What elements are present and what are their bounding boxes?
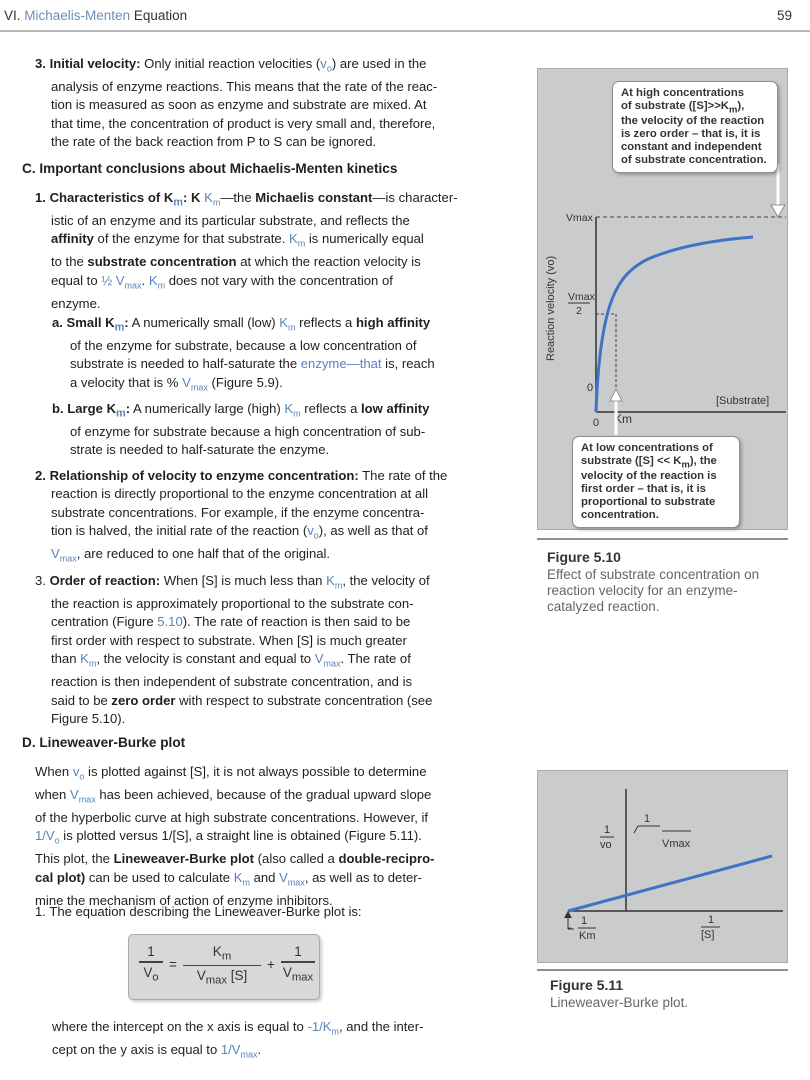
figure-5-10-panel xyxy=(537,68,788,530)
text-line: the reaction is approximately proportional to the substrate con- xyxy=(51,596,414,612)
item-initial-velocity xyxy=(35,55,497,152)
header-chapter-prefix: VI. xyxy=(4,8,21,23)
running-header xyxy=(4,8,187,23)
text-line: that time, the concentration of product is very small and, therefore, xyxy=(51,115,436,131)
figure-5-11-panel xyxy=(537,770,788,963)
text-line: tion is measured as soon as enzyme and substrate are mixed. At xyxy=(51,97,427,113)
item-term: Initial velocity: xyxy=(49,56,141,71)
reciprocal-line xyxy=(568,856,772,911)
header-chapter-suffix: Equation xyxy=(133,8,188,23)
plus-sign: + xyxy=(267,957,275,972)
figure-5-10-rule xyxy=(537,538,788,540)
text-line: mine the mechanism of action of enzyme inhibitors. xyxy=(35,892,333,908)
origin-x-label: 0 xyxy=(593,417,600,429)
half-vmax-num: Vmax xyxy=(568,291,595,303)
text-line: reaction is directly proportional to the enzyme concentration at all xyxy=(51,486,429,502)
x-intercept-sign: - xyxy=(568,922,572,934)
text-line: first order with respect to substrate. When [S] is much greater xyxy=(51,632,407,648)
page-number: 59 xyxy=(776,8,792,23)
slope-num: 1 xyxy=(644,813,651,825)
origin-y-label: 0 xyxy=(587,382,594,394)
text-line: istic of an enzyme and its particular substrate, and reflects the xyxy=(51,213,410,229)
equals-sign: = xyxy=(169,957,177,972)
high-concentration-callout: At high concentrations of substrate $([S]>>K_m)$, the velocity of the reaction is zero order – that is, it is constant and independent of substrate concentration. xyxy=(612,81,778,173)
item-number: 1. xyxy=(35,190,46,205)
x-intercept-den: Km xyxy=(579,930,596,942)
text-line: substrate concentrations. For example, if the enzyme concentra- xyxy=(51,504,425,520)
header-chapter-name: Michaelis-Menten xyxy=(24,8,131,23)
equation-km-term: $K_m$ $V_{max}$ [S] xyxy=(183,944,261,987)
text-line: the rate of the back reaction from P to S can be ignored. xyxy=(51,134,377,150)
text-line: strate is needed to half-saturate the enzyme. xyxy=(70,442,330,458)
y-axis-label: Reaction velocity (vo) xyxy=(545,255,557,361)
item-number: 3. xyxy=(35,56,46,71)
text-line: of the enzyme for substrate, because a low concentration of xyxy=(70,338,417,354)
equation-intro: 1. The equation describing the Lineweaver-Burke plot is: xyxy=(35,904,362,919)
figure-5-11-caption: Lineweaver-Burke plot. xyxy=(550,995,689,1010)
lineweaver-burke-paragraph: When $v_o$ is plotted against [S], it is not always possible to determine when $V_{max}$ has been achieved, because of the gradual upward slope of the hyperbolic curve at high substrate concentrations. However, if $1/V_o$ is plotted versus 1/[S], a straight line is obtained (Figure 5.11). This plot, the Lineweaver-Burke plot (also called a double-recipro- cal plot) can be used to calculate $K_m$ and $V_{max}$, as well as to deter- mine the mechanism of action of enzyme inhibitors. xyxy=(35,763,497,910)
text-line: ) are used in the xyxy=(331,56,427,71)
section-d-heading: D. Lineweaver-Burke plot xyxy=(22,735,186,750)
km-symbol: $K_m$ xyxy=(204,190,221,208)
x-label-den: [S] xyxy=(701,929,715,941)
figure-5-10-title: Figure 5.10 xyxy=(547,549,621,565)
equation-vmax-term: 1 $V_{max}$ xyxy=(282,944,314,984)
x-label-num: 1 xyxy=(708,914,715,926)
low-concentration-arrow xyxy=(610,389,622,401)
text-line: Only initial reaction velocities ( xyxy=(144,56,321,71)
km-label: Km xyxy=(614,412,632,426)
item-velocity-enzyme-concentration: 2. Relationship of velocity to enzyme concentration: The rate of the reaction is directly proportional to the enzyme concentration at all substrate concentrations. For example, if the enzyme concentra- tion is halved, the initial rate of the reaction $(v_o)$, as well as that of $V_{max}$, are reduced to one half that of the original. xyxy=(35,467,497,568)
lineweaver-burke-equation xyxy=(128,934,320,1000)
figure-5-11-rule xyxy=(537,969,788,971)
item-large-km: b. Large $K_m$: A numerically large (high) $K_m$ reflects a low affinity of enzyme for substrate because a high concentration of sub- strate is needed to half-saturate the enzyme. xyxy=(52,400,497,460)
item-order-of-reaction: 3. Order of reaction: When [S] is much less than $K_m$, the velocity of the reaction is approximately proportional to the substrate con- centration (Figure 5.10). The rate of reaction is then said to be first order with respect to substrate. When [S] is much greater than $K_m$, the velocity is constant and equal to $V_{max}$. The rate of reaction is then independent of substrate concentration, and is said to be zero order with respect to substrate concentration (see Figure 5.10). xyxy=(35,572,497,728)
text-line: of the hyperbolic curve at high substrate concentrations. However, if xyxy=(35,810,429,826)
figure-5-10-caption: Effect of substrate concentration on reaction velocity for an enzyme- catalyzed reaction. xyxy=(547,567,760,614)
slope-den: Vmax xyxy=(662,838,691,850)
intercept-explanation: where the intercept on the x axis is equal to $-1/K_m$, and the inter- cept on the y axis is equal to $1/V_{max}$. xyxy=(52,1019,424,1060)
x-intercept-num: 1 xyxy=(581,915,588,927)
half-vmax-den: 2 xyxy=(576,305,582,317)
item-small-km: a. Small $K_m$: A numerically small (low) $K_m$ reflects a high affinity of the enzyme for substrate, because a low concentration of substrate is needed to half-saturate the enzyme—that is, reach a velocity that is % $V_{max}$ (Figure 5.9). xyxy=(52,314,497,397)
item-km-characteristics: 1. Characteristics of $K_m$: K $K_m—the$ Michaelis constant—is character- istic of an enzyme and its particular substrate, and reflects the affinity of the enzyme for that substrate. $K_m$ is numerically equal to the substrate concentration at which the reaction velocity is equal to ½ $V_{max}$. $K_m$ does not vary with the concentration of enzyme. xyxy=(35,189,497,313)
text-line: Figure 5.10). xyxy=(51,711,126,727)
y-label-num: 1 xyxy=(604,824,611,836)
vmax-label: Vmax xyxy=(566,212,593,224)
header-divider xyxy=(0,30,810,32)
lineweaver-burke-graph xyxy=(538,771,789,964)
text-line: analysis of enzyme reactions. This means that the rate of the reac- xyxy=(51,79,438,95)
text-line: reaction is then independent of substrate concentration, and is xyxy=(51,674,413,690)
text-line: enzyme. xyxy=(51,295,101,311)
low-concentration-callout: At low concentrations of substrate $([S] << K_m)$, the velocity of the reaction is first order – that is, it is proportional to substrate concentration. xyxy=(572,436,740,528)
saturation-curve xyxy=(596,237,753,412)
text-line: of enzyme for substrate because a high concentration of sub- xyxy=(70,424,426,440)
section-c-heading: C. Important conclusions about Michaelis-Menten kinetics xyxy=(22,161,398,176)
y-label-den: vo xyxy=(600,839,612,851)
x-axis-label: [Substrate] xyxy=(716,395,770,407)
v-symbol: $v_o$ xyxy=(320,56,332,74)
equation-lhs: 1 $V_o$ xyxy=(139,944,163,983)
x-intercept-marker xyxy=(564,911,572,918)
high-concentration-arrow xyxy=(771,205,785,217)
figure-5-11-title: Figure 5.11 xyxy=(550,977,624,993)
